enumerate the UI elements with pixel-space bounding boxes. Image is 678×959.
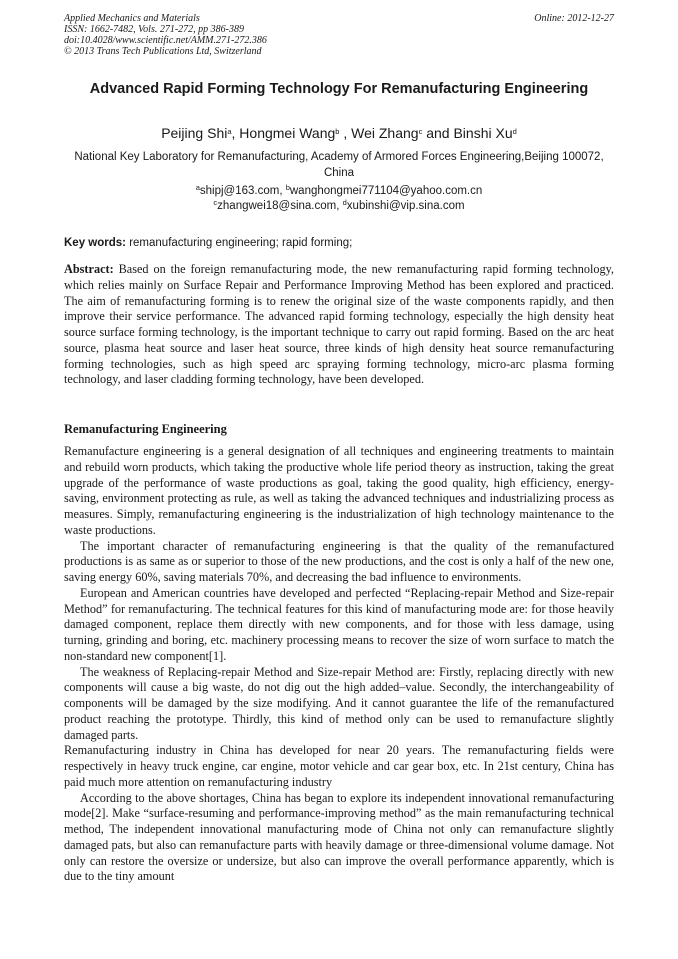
email-address[interactable]: zhangwei18@sina.com (217, 200, 337, 212)
email-mark: c (213, 198, 218, 207)
author-separator: , (231, 125, 240, 141)
abstract (64, 262, 614, 388)
abstract-label: Abstract: (64, 262, 114, 276)
abstract-text: Based on the foreign remanufacturing mode, the new remanufacturing rapid forming technology, which relies mainly on Surface Repair and Performance Improving Method has been explored and practiced. The aim of remanufacturing forming is to renew the original size of the waste components rapidly, and then improve their service performance. The advanced rapid forming technology, especially the high density heat source surface forming technology, is the important technique to carry out rapid forming. Based on the arc heat source, plasma heat source and laser heat source, three kinds of high density heat source remanufacturing forming technologies, such as high speed arc spraying forming technology, micro-arc plasma forming technology, and laser cladding forming technology, have been developed. (64, 262, 614, 387)
issn-line: ISSN: 1662-7482, Vols. 271-272, pp 386-389 (64, 24, 244, 35)
keywords-label: Key words: (64, 237, 126, 249)
copyright-line: © 2013 Trans Tech Publications Ltd, Switzerland (64, 46, 262, 57)
keywords-text: remanufacturing engineering; rapid forming; (129, 237, 353, 249)
section-body (64, 444, 614, 885)
email-line (64, 184, 614, 199)
author-affiliation-mark: b (335, 127, 340, 136)
affiliation: National Key Laboratory for Remanufacturing, Academy of Armored Forces Engineering,Beijing 100072, China (74, 151, 604, 179)
email-mark: a (195, 183, 200, 192)
author-name: Binshi Xu (453, 125, 513, 141)
body-paragraph: The weakness of Replacing-repair Method and Size-repair Method are: Firstly, replacing directly with new components will cause a big waste, do not dig out the high added–value. Secondly, the interchangeability of components will be damaged by the size modifying. And it cannot guarantee the life of the remanufactured product reaching the prototype. Thirdly, this kind of method only can be used to remanufacture slightly damaged parts. (64, 664, 614, 742)
author-affiliation-mark: a (227, 127, 232, 136)
paper-title: Advanced Rapid Forming Technology For Remanufacturing Engineering (89, 81, 589, 97)
author-name: Peijing Shi (161, 125, 228, 141)
email-separator: , (279, 185, 286, 197)
author-emails (64, 184, 614, 214)
author-affiliation-mark: c (418, 127, 423, 136)
author-separator: and (422, 125, 454, 141)
body-paragraph: The important character of remanufacturing engineering is that the quality of the remanufactured productions is as same as or superior to those of the new productions, and the cost is only a half of the new one, saving energy 60%, saving materials 70%, and decreasing the bad influence to environments. (64, 538, 614, 584)
body-paragraph: European and American countries have developed and perfected “Replacing-repair Method and Size-repair Method” for remanufacturing. The technical features for this kind of manufacturing mode are: for those heavily damaged component, replace them directly with new components, and for those with less damage, using turning, grinding and boring, etc. machinery processing means to recover the size of worn surface to match the non-standard new component[1]. (64, 585, 614, 663)
body-paragraph: According to the above shortages, China has began to explore its independent innovational remanufacturing mode[2]. Make “surface-resuming and performance-improving method” as the main remanufacturing technical method, The independent innovational manufacturing mode of China not only can remanufacture slightly damaged pats, but also can remanufacture parts with heavily damage or three-dimensional volume damage. Not only can restore the oversize or undersize, but also can improve the overall performance apparently, which is due to the tiny amount (64, 790, 614, 884)
online-date: Online: 2012-12-27 (534, 13, 614, 24)
author-list (64, 124, 614, 142)
journal-header (64, 13, 267, 57)
email-mark: d (342, 198, 347, 207)
email-address[interactable]: shipj@163.com (199, 185, 280, 197)
email-mark: b (285, 183, 290, 192)
body-paragraph: Remanufacturing industry in China has developed for near 20 years. The remanufacturing fields were respectively in heavy truck engine, car engine, motor vehicle and car gear box, etc. In 21st century, China has paid much more attention on remanufacturing industry (64, 743, 614, 789)
journal-name: Applied Mechanics and Materials (64, 13, 200, 24)
author-name: Wei Zhang (351, 125, 419, 141)
doi-line: doi:10.4028/www.scientific.net/AMM.271-272.386 (64, 35, 267, 46)
author-name: Hongmei Wang (239, 125, 336, 141)
author-separator: , (339, 125, 352, 141)
email-address[interactable]: wanghongmei771104@yahoo.com.cn (289, 185, 483, 197)
email-line (64, 199, 614, 214)
email-address[interactable]: xubinshi@vip.sina.com (346, 200, 465, 212)
email-separator: , (336, 200, 343, 212)
section-heading: Remanufacturing Engineering (64, 422, 227, 436)
author-affiliation-mark: d (512, 127, 517, 136)
body-paragraph: Remanufacture engineering is a general designation of all techniques and engineering treatments to maintain and rebuild worn products, which taking the productive whole life period theory as instruction, taking the great upgrade of the performance of waste productions as goal, taking the good quality, high efficiency, energy-saving, environment protecting as rule, as well as taking the advanced techniques and industrializing process as measures. Simply, remanufacturing engineering is the industrialization of high technology maintenance to the waste productions. (64, 444, 614, 537)
keywords (64, 236, 614, 251)
